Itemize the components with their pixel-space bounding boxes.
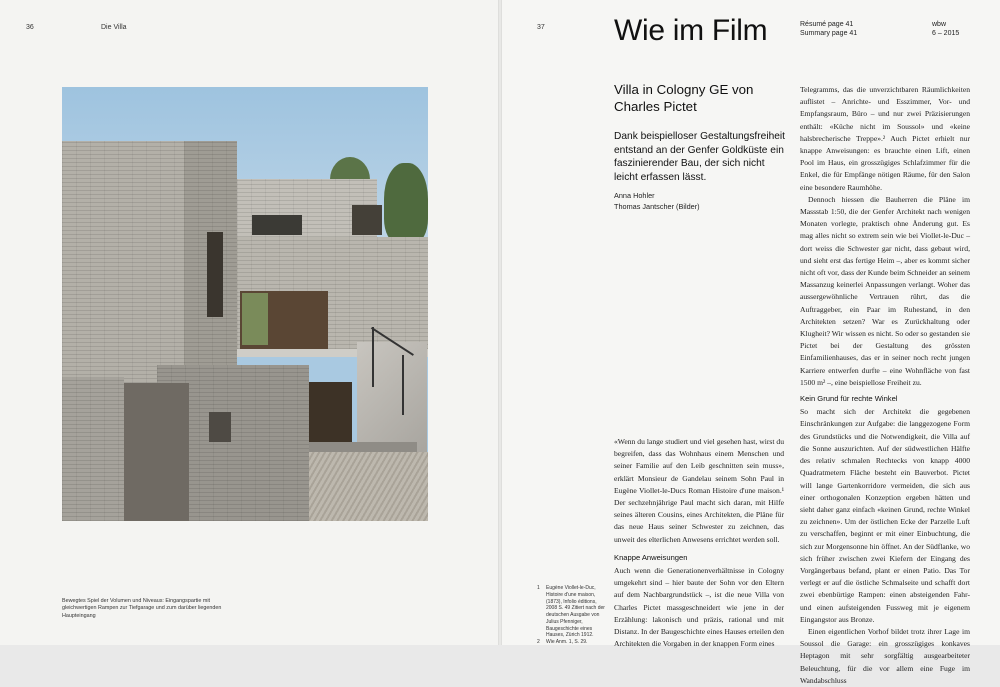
villa-photo [62,87,428,521]
ramp [357,342,427,452]
left-wall [62,377,124,521]
subheading: Kein Grund für rechte Winkel [800,394,898,404]
mailbox [209,412,231,442]
page-number-right: 37 [537,24,545,31]
section-label: Die Villa [101,24,127,31]
railing [372,327,374,387]
issue-info [932,20,959,39]
magazine-name: wbw [932,21,947,28]
issue-number: 6 – 2015 [932,30,960,38]
cobblestones [309,452,428,521]
railing [402,355,404,415]
paragraph: Dennoch hiessen die Bauherren die Pläne im Massstab 1:50, die der Genfer Architekt nach wenigen Monaten vorlegte, praktisch ohne Änderung gut. Es mag alles nicht so extrem sein wie bei Viollet-le-Duc – dort weiss die Schwester gar nicht, dass gebaut wird, und sieht erst das fertige Heim –, aber es kommt sicher nicht oft vor, dass der Kunde beim Schneider an seinem Massanzug keinerlei Anpassungen verlangt. Woher das aussergewöhnliche Vertrauen rührt, das die Auftraggeber, ein Paar im Ruhestand, in den Architekten setzen? War es Zurückhaltung oder Klugheit? Wir wissen es nicht. So oder so gestanden sie Pictet bei der Gestaltung des grössten Einfamilienhauses, das er in seiner noch recht jungen Karriere entwerfen durfte – eine Wohnfläche von fast 1500 m² –, eine beispiellose Freiheit zu. [800,194,970,387]
article-subtitle: Villa in Cologny GE von Charles Pictet [614,82,754,114]
photographer-name: Thomas Jantscher (Bilder) [614,201,700,211]
footnote-text: Eugène Viollet-le-Duc, Histoire d'une maison, (1873), Infolio éditions, 2008 S. 49 Zitiert nach der deutschen Ausgabe von Julius Pfenniger, Baugeschichte eines Hauses, Zürich 1912. [546,585,605,639]
paragraph: Auch wenn die Generationenverhältnisse in Cologny umgekehrt sind – hier baute der Sohn vor den Eltern auf dem Nachbargrundstück –, ist die neue Villa von Charles Pictet massgeschneidert wie jene in der Erzählung: lakonisch und präzis, rational und mit Distanz. In der Baugeschichte eines Hauses erteilen den Architekten die Vorgaben in der knappen Form eines [614,566,784,649]
byline [614,191,700,212]
window [207,232,223,317]
garage-floor [307,442,417,452]
tree [384,163,428,243]
text-column-2 [800,84,970,687]
window [252,215,302,235]
footnote-text: Wie Anm. 1, S. 29. [546,639,588,645]
resume-link[interactable]: Résumé page 41 [800,21,854,28]
left-page [0,0,498,645]
author-name: Anna Hohler [614,191,655,200]
garage-opening [307,382,352,442]
footnote-number: 2 [537,639,540,645]
resume-links [800,20,857,39]
photo-caption: Bewegtes Spiel der Volumen und Niveaus: Eingangspartie mit gleichwertigen Rampen zur Tiefgarage und zum darüber liegenden Haupteingang [62,598,222,619]
paragraph: So macht sich der Architekt die gegebenen Einschränkungen zur Aufgabe: die langgezogene Form des Grundstücks und die Notwendigkeit, die Villa auf die Sonne auszurichten. Auf der südwestlichen Hälfte des relativ schmalen Rechtecks von knapp 4000 Quadratmetern Fläche besteht ein Bauverbot. Pictet will lange Gartenkorridore vermeiden, die sich aus einer orthogonalen Konzeption ergeben hätten und sieht daher ganz einfach «keinen Grund, rechte Winkel zu zeichnen». Um der östlichen Ecke der Parzelle Luft zu verschaffen, beginnt er mit einer Einbuchtung, die sich zur Morgensonne hin öffnet. An der Südflanke, wo sich früher zwischen zwei Kiefern der Eingang des Vorgängerbaus befand, plant er einen Patio. Das Tor verlegt er auf die östliche Schmalseite und schafft dort zwei ebenbürtige Rampen: einen absteigenden Fahr- und einen aufsteigenden Fussweg mit je eigenem Eingangstor aus Bronze. [800,407,970,624]
page-number-left: 36 [26,24,34,31]
summary-link[interactable]: Summary page 41 [800,30,858,38]
bronze-gate [124,383,189,521]
text-column-1 [614,436,784,650]
paragraph: «Wenn du lange studiert und viel gesehen hast, wirst du begreifen, dass das Wohnhaus einem Menschen und seiner Familie auf den Leib geschnitten sein muss», erklärt Monsieur de Gandelau seinem Sohn Paul in Eugène Viollet-le-Ducs Roman Histoire d'une maison.¹ Der sechzehnjährige Paul macht sich daran, mit Hilfe seines älteren Cousins, eines Architekten, die Pläne für das neue Haus seiner Schwester zu zeichnen, das unweit des elterlichen Anwesens errichtet werden soll. [614,437,784,544]
article-lead: Dank beispielloser Gestaltungsfreiheit entstand an der Genfer Goldküste ein faszinierender Bau, der sich nicht leicht erfassen lässt. [614,131,786,184]
paragraph: Telegramms, das die unverzichtbaren Räumlichkeiten auflistet – Anrichte- und Esszimmer, Vor- und Empfangsraum, Büro – und nur zwei Präzisierungen enthält: «Küche nicht im Soussol» und «keine halsbrecherische Treppe».² Auch Pictet erhielt nur knappe Anweisungen: es brauchte einen Lift, einen Pool im Haus, ein grosszügiges Schlafzimmer für die Enkel, die für Empfänge nötigen Räume, für den Salon eine besondere Raumhöhe. [800,85,970,192]
window [352,205,382,235]
entrance-glass [242,293,268,345]
footnotes [537,585,605,646]
subheading: Knappe Anweisungen [614,552,688,562]
article-title: Wie im Film [614,14,768,47]
footnote [537,585,605,639]
footnote-number: 1 [537,585,540,591]
paragraph: Einen eigentlichen Vorhof bildet trotz ihrer Lage im Soussol die Garage: ein grosszügiges konkaves Heptagon mit sehr sorgfältig ausgearbeiteter Beleuchtung, für die vor allem eine Fuge im Wandabschluss [800,626,970,685]
